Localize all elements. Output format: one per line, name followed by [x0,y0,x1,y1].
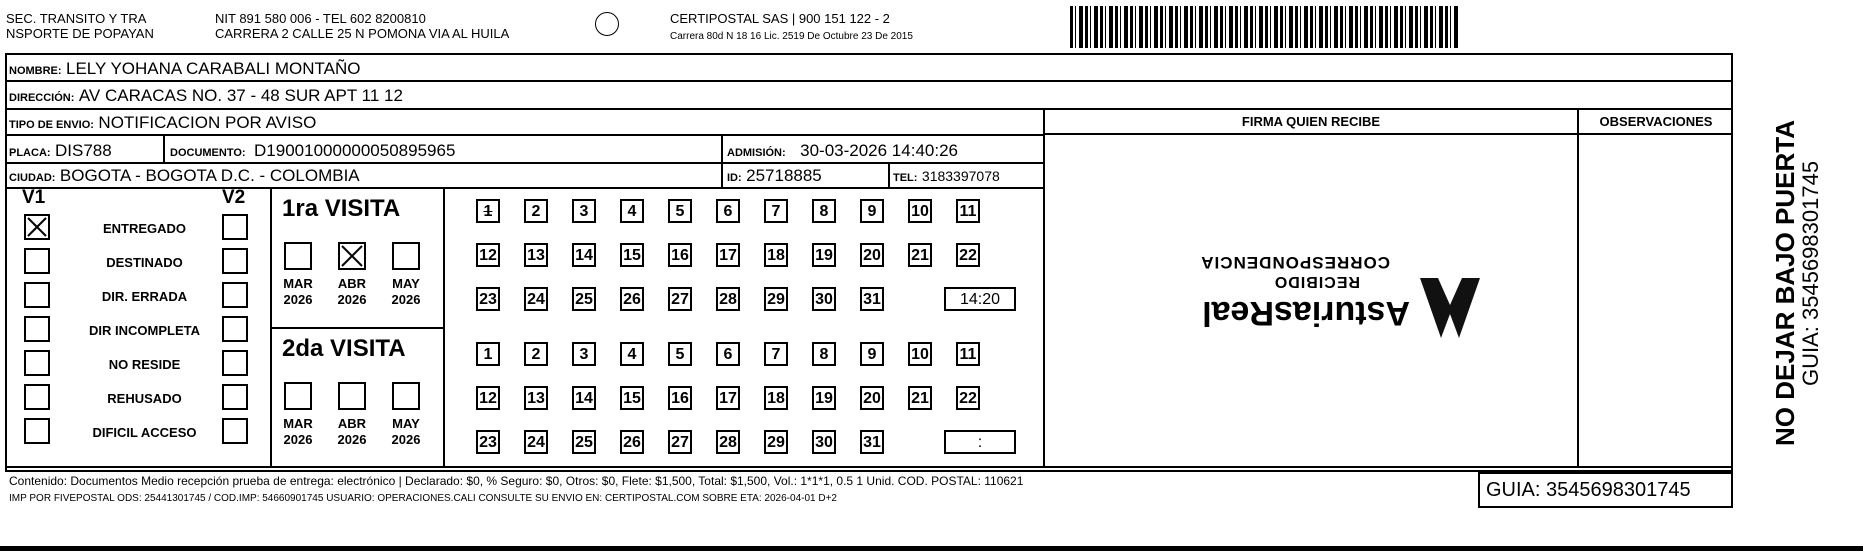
year-label: 2026 [337,432,367,447]
v2-checkbox[interactable] [222,350,248,376]
v2-checkbox[interactable] [222,214,248,240]
month-checkbox[interactable] [338,382,366,410]
v2-checkbox[interactable] [222,248,248,274]
day-box[interactable]: 26 [620,430,644,454]
day-box[interactable]: 8 [812,199,836,223]
row-divider [5,134,1045,136]
received-stamp [1140,248,1490,338]
v2-checkbox[interactable] [222,282,248,308]
visit2-title: 2da VISITA [282,335,406,362]
day-box[interactable]: 6 [716,199,740,223]
month-label: MAY [392,276,420,291]
day-box[interactable]: 9 [860,342,884,366]
v2-checkbox[interactable] [222,384,248,410]
day-box[interactable]: 1 [476,199,500,223]
row-divider [5,187,1045,189]
day-box[interactable]: 1 [476,342,500,366]
row-divider [1043,466,1733,468]
day-box[interactable]: 21 [908,386,932,410]
sender-name-line2: NSPORTE DE POPAYAN [6,26,154,41]
day-box[interactable]: 23 [476,430,500,454]
section-divider [1043,108,1045,468]
barcode [1070,6,1460,48]
sender-name-line1: SEC. TRANSITO Y TRA [6,11,147,26]
month-label: ABR [337,276,367,291]
direccion-label: DIRECCIÓN: [9,92,75,104]
year-label: 2026 [283,292,313,307]
v2-checkbox[interactable] [222,316,248,342]
day-box[interactable]: 24 [524,287,548,311]
day-box[interactable]: 23 [476,287,500,311]
day-box[interactable]: 10 [908,342,932,366]
day-box[interactable]: 31 [860,430,884,454]
month-checkbox[interactable] [392,382,420,410]
reason-label: DIR INCOMPLETA [89,323,200,338]
day-box[interactable]: 15 [620,386,644,410]
admision-value: 30-03-2026 14:40:26 [800,141,958,160]
admision-field [727,141,958,161]
day-box[interactable]: 28 [716,430,740,454]
time-box[interactable]: : [944,430,1016,454]
day-box[interactable]: 26 [620,287,644,311]
day-box[interactable]: 4 [620,199,644,223]
month-checkbox[interactable] [392,242,420,270]
tipo-row [9,113,316,133]
reason-label: NO RESIDE [108,357,181,372]
direccion-value: AV CARACAS NO. 37 - 48 SUR APT 11 12 [78,86,403,105]
check-mark-icon [340,244,364,268]
tel-field [893,168,1000,186]
v1-checkbox[interactable] [24,214,50,240]
documento-value: D19001000000050895965 [254,141,456,160]
footer-contenido: Contenido: Documentos Medio recepción prueba de entrega: electrónico | Declarado: $0, % Seguro: $0, Otros: $0, Flete: $1,500, Total: $1,500, Vol.: 1*1*1, 0.5 1 Unid. COD. POSTAL: 110621 [9,474,1024,488]
month-checkbox[interactable] [284,382,312,410]
day-box[interactable]: 12 [476,386,500,410]
footer-imp: IMP POR FIVEPOSTAL ODS: 25441301745 / COD.IMP: 54660901745 USUARIO: OPERACIONES.CALI CONSULTE SU ENVIO EN: CERTIPOSTAL.COM SOBRE ETA: 2026-04-01 D+2 [9,493,837,504]
v1-checkbox[interactable] [24,350,50,376]
cell-divider [888,164,890,187]
day-box[interactable]: 22 [956,386,980,410]
courier-name: CERTIPOSTAL SAS | 900 151 122 - 2 [670,11,890,26]
stamp-logo-icon [1420,278,1480,338]
placa-label: PLACA: [9,147,51,159]
documento-field [170,141,455,161]
row-divider [5,466,1045,468]
day-box[interactable]: 27 [668,430,692,454]
footer-guia: GUIA: 3545698301745 [1486,479,1691,501]
day-box[interactable]: 2 [524,342,548,366]
v1-checkbox[interactable] [24,316,50,342]
day-box[interactable]: 30 [812,430,836,454]
section-divider [270,327,445,329]
ciudad-label: CIUDAD: [9,172,56,184]
visit1-title: 1ra VISITA [282,195,401,222]
side-warning: NO DEJAR BAJO PUERTA [1770,119,1800,446]
stamp-line1: CORRESPONDENCIA [1200,253,1390,272]
day-box[interactable]: 20 [860,386,884,410]
sender-address: CARRERA 2 CALLE 25 N POMONA VIA AL HUILA [215,26,510,41]
row-divider [5,80,1733,82]
day-box[interactable]: 18 [764,386,788,410]
reason-label: DIFICIL ACCESO [92,425,197,440]
day-box[interactable]: 13 [524,243,548,267]
month-checkbox[interactable] [284,242,312,270]
reason-label: DIR. ERRADA [101,289,188,304]
section-divider [1577,108,1579,468]
day-box[interactable]: 7 [764,199,788,223]
day-box[interactable]: 31 [860,287,884,311]
day-box[interactable]: 29 [764,430,788,454]
month-label: MAR [283,276,313,291]
day-box[interactable]: 21 [908,243,932,267]
day-box[interactable]: 16 [668,243,692,267]
day-box[interactable]: 20 [860,243,884,267]
v2-label: V2 [222,187,246,208]
day-box[interactable]: 2 [524,199,548,223]
day-box[interactable]: 22 [956,243,980,267]
year-label: 2026 [283,432,313,447]
stamp-line2: RECIBIDO [1273,273,1360,290]
side-guia: GUIA: 3545698301745 [1798,160,1823,386]
v2-checkbox[interactable] [222,418,248,444]
cut-line [0,546,1863,551]
day-box[interactable]: 14 [572,243,596,267]
day-box[interactable]: 4 [620,342,644,366]
day-box[interactable]: 30 [812,287,836,311]
day-box[interactable]: 25 [572,287,596,311]
cell-divider [163,136,165,162]
courier-logo-icon [595,12,619,36]
day-box[interactable]: 9 [860,199,884,223]
year-label: 2026 [391,292,421,307]
month-label: ABR [337,416,367,431]
tipo-value: NOTIFICACION POR AVISO [98,113,317,132]
day-box[interactable]: 19 [812,243,836,267]
courier-license: Carrera 80d N 18 16 Lic. 2519 De Octubre 23 De 2015 [670,31,913,42]
day-box[interactable]: 5 [668,342,692,366]
check-mark-icon [26,216,48,238]
day-box[interactable]: 12 [476,243,500,267]
row-divider [5,108,1733,110]
sender-nit: NIT 891 580 006 - TEL 602 8200810 [215,11,426,26]
day-box[interactable]: 17 [716,386,740,410]
id-label: ID: [727,172,742,184]
month-label: MAY [392,416,420,431]
year-label: 2026 [391,432,421,447]
admision-label: ADMISIÓN: [727,147,786,159]
day-box[interactable]: 15 [620,243,644,267]
day-box[interactable]: 5 [668,199,692,223]
day-box[interactable]: 29 [764,287,788,311]
year-label: 2026 [337,292,367,307]
day-box[interactable]: 16 [668,386,692,410]
month-label: MAR [283,416,313,431]
nombre-value: LELY YOHANA CARABALI MONTAÑO [66,59,361,78]
day-box[interactable]: 24 [524,430,548,454]
day-box[interactable]: 11 [956,342,980,366]
day-box[interactable]: 8 [812,342,836,366]
day-box[interactable]: 11 [956,199,980,223]
month-checkbox[interactable] [338,242,366,270]
day-box[interactable]: 3 [572,342,596,366]
reason-label: ENTREGADO [102,221,187,236]
tipo-label: TIPO DE ENVIO: [9,119,94,131]
reason-label: REHUSADO [107,391,182,406]
v1-checkbox[interactable] [24,248,50,274]
day-box[interactable]: 27 [668,287,692,311]
direccion-row [9,86,403,106]
id-value: 25718885 [746,166,822,185]
tel-label: TEL: [893,172,918,184]
day-box[interactable]: 7 [764,342,788,366]
documento-label: DOCUMENTO: [170,147,246,159]
nombre-label: NOMBRE: [9,65,62,77]
placa-field [9,141,112,161]
day-box[interactable]: 19 [812,386,836,410]
day-box[interactable]: 6 [716,342,740,366]
placa-value: DIS788 [55,141,112,160]
v1-checkbox[interactable] [24,418,50,444]
v1-checkbox[interactable] [24,282,50,308]
id-field [727,166,822,186]
day-box[interactable]: 3 [572,199,596,223]
day-box[interactable]: 28 [716,287,740,311]
v1-label: V1 [22,187,46,208]
day-box[interactable]: 13 [524,386,548,410]
stamp-name: AsturiasReal [1202,294,1410,332]
day-box[interactable]: 18 [764,243,788,267]
day-box[interactable]: 10 [908,199,932,223]
reason-label: DESTINADO [106,255,183,270]
day-box[interactable]: 14 [572,386,596,410]
tel-value: 3183397078 [921,168,1000,184]
observaciones-header: OBSERVACIONES [1599,114,1713,129]
time-box[interactable]: 14:20 [944,287,1016,311]
nombre-row [9,59,360,79]
day-box[interactable]: 17 [716,243,740,267]
v1-checkbox[interactable] [24,384,50,410]
row-divider [1043,133,1733,135]
firma-header: FIRMA QUIEN RECIBE [1241,114,1381,129]
day-box[interactable]: 25 [572,430,596,454]
ciudad-value: BOGOTA - BOGOTA D.C. - COLOMBIA [59,166,360,185]
ciudad-field [9,166,360,186]
